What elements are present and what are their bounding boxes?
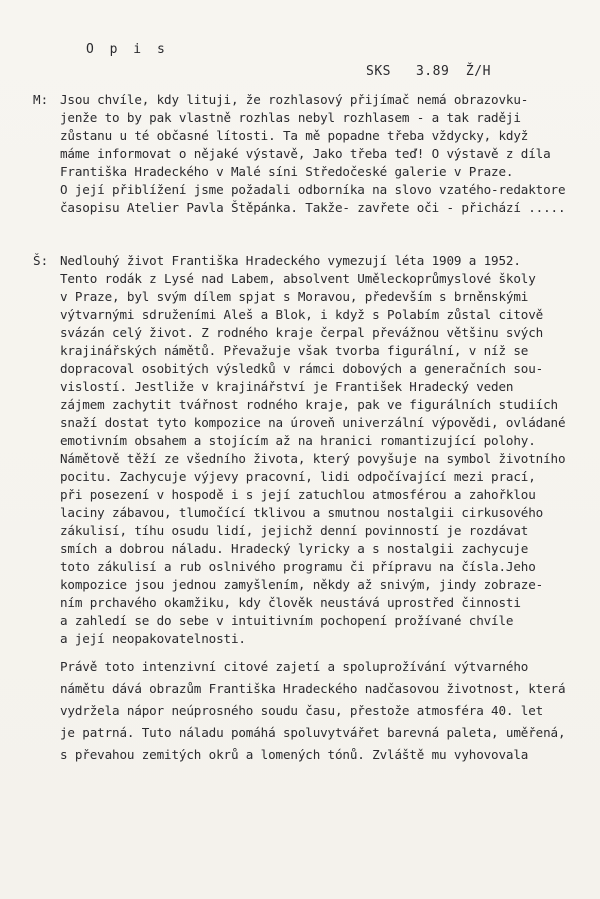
text-line: a její neopakovatelnosti. [60, 631, 246, 646]
text-line: Nedlouhý život Františka Hradeckého vymezují léta 1909 a 1952. [60, 253, 521, 268]
text-line: časopisu Atelier Pavla Štěpánka. Takže- zavřete oči - přichází ..... [60, 200, 566, 215]
text-line: námětu dává obrazům Františka Hradeckého nadčasovou životnost, která [60, 681, 566, 696]
text-line: kompozice jsou jednou zamyšlením, někdy až snivým, jindy zobraze- [60, 577, 544, 592]
text-line: máme informovat o nějaké výstavě, Jako třeba teď! O výstavě z díla [60, 146, 551, 161]
text-line: zůstanu u té občasné lítosti. Ta mě popadne třeba vždycky, když [60, 128, 529, 143]
text-line: smích a dobrou náladu. Hradecký lyricky a s nostalgii zachycuje [60, 541, 529, 556]
text-line: s převahou zemitých okrů a lomených tónů. Zvláště mu vyhovovala [60, 747, 529, 762]
text-line: a zahledí se do sebe v intuitivním pochopení prožívané chvíle [60, 613, 514, 628]
text-line: Františka Hradeckého v Malé síni Středočeské galerie v Praze. [60, 164, 514, 179]
text-line: krajinářských námětů. Převažuje však tvorba figurální, v níž se [60, 343, 529, 358]
text-line: vislostí. Jestliže v krajinářství je František Hradecký veden [60, 379, 514, 394]
text-line: dopracoval osobitých výsledků v rámci dobových a generačních sou- [60, 361, 544, 376]
text-line: svázán celý život. Z rodného kraje čerpal převážnou většinu svých [60, 325, 544, 340]
document-title: O p i s [86, 42, 169, 57]
text-line: Právě toto intenzivní citové zajetí a spoluprožívání výtvarného [60, 659, 529, 674]
text-line: laciny zábavou, tlumočící tklivou a smutnou nostalgii cirkusového [60, 505, 544, 520]
text-line: vydržela nápor neúprosného soudu času, přestože atmosféra 40. let [60, 703, 544, 718]
text-line: Jsou chvíle, kdy lituji, že rozhlasový přijímač nemá obrazovku- [60, 92, 529, 107]
text-line: Tento rodák z Lysé nad Labem, absolvent Uměleckoprůmyslové školy [60, 271, 536, 286]
text-line: pocitu. Zachycuje výjevy pracovní, lidi odpočívající mezi prací, [60, 469, 536, 484]
text-line: je patrná. Tuto náladu pomáhá spoluvytvářet barevná paleta, uměřená, [60, 725, 566, 740]
text-line: Námětově těží ze všedního života, který povyšuje na symbol životního [60, 451, 566, 466]
text-line: O její přiblížení jsme požadali odborníka na slovo vzatého-redaktore [60, 182, 566, 197]
text-line: výtvarnými sdruženími Aleš a Blok, i když s Polabím zůstal citově [60, 307, 544, 322]
text-line: zákulisí, tíhu osudu lidí, jejichž denní povinností je rozdávat [60, 523, 529, 538]
text-line: v Praze, byl svým dílem spjat s Moravou, především s brněnskými [60, 289, 529, 304]
text-line: zájmem zachytit tvářnost rodného kraje, pak ve figurálních studiích [60, 397, 558, 412]
speaker-label-m: M: [33, 92, 49, 107]
speaker-label-s: Š: [33, 253, 49, 268]
text-line: jenže to by pak vlastně rozhlas nebyl rozhlasem - a tak raději [60, 110, 521, 125]
document-reference: SKS 3.89 Ž/H [366, 64, 491, 79]
text-line: emotivním obsahem a stojícím až na hranici romantizující polohy. [60, 433, 536, 448]
text-line: toto zákulisí a rub oslnivého programu či přípravu na čísla.Jeho [60, 559, 536, 574]
text-line: snaží dostat tyto kompozice na úroveň univerzální výpovědi, ovládané [60, 415, 566, 430]
text-line: při posezení v hospodě i s její zatuchlou atmosférou a zahořklou [60, 487, 536, 502]
text-line: ním prchavého okamžiku, kdy člověk neustává uprostřed činnosti [60, 595, 521, 610]
